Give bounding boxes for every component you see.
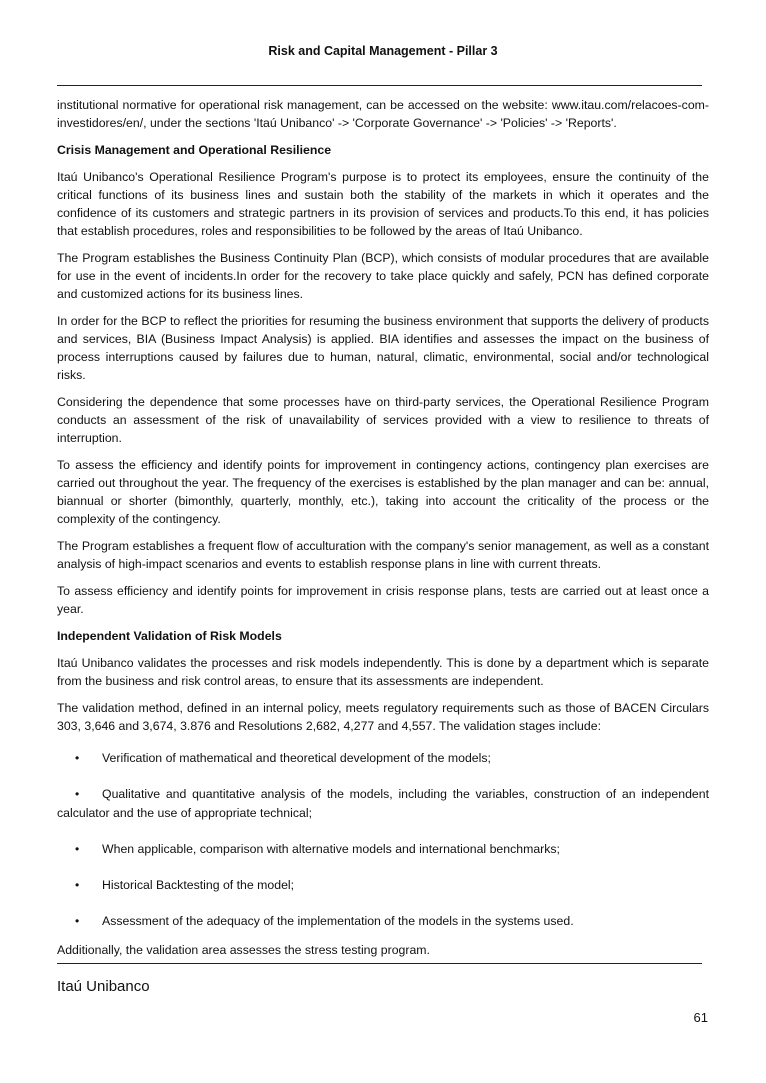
page-number: 61 — [693, 1010, 708, 1025]
bullet-icon: • — [75, 914, 80, 928]
body-paragraph: To assess the efficiency and identify points for improvement in contingency actions, contingency plan exercises are carried out throughout the year. The frequency of the exercises is established by the plan manager and can be: annual, biannual or shorter (bimonthly, quarterly, monthly, etc.), taking into account the criticality of the process or the complexity of the contingency. — [57, 458, 709, 526]
body-paragraph: To assess efficiency and identify points for improvement in crisis response plans, tests are carried out at least once a year. — [57, 584, 709, 616]
bullet-icon: • — [75, 842, 80, 856]
list-item — [57, 749, 709, 768]
list-item-text: Historical Backtesting of the model; — [102, 878, 295, 892]
intro-paragraph: institutional normative for operational risk management, can be accessed on the website: www.itau.com/relacoes-com-investidores/en/, under the sections 'Itaú Unibanco' -> 'Corporate Governance' -> 'Policies' -> 'Reports'. — [57, 98, 709, 130]
list-item — [57, 912, 709, 931]
list-item — [57, 840, 709, 859]
body-paragraph: In order for the BCP to reflect the priorities for resuming the business environment that supports the delivery of products and services, BIA (Business Impact Analysis) is applied. BIA identifies and assesses the impact on the business of process interruptions caused by failures due to human, natural, climatic, environmental, social and/or technological risks. — [57, 314, 709, 382]
validation-stages-list — [57, 749, 709, 931]
page-header-title: Risk and Capital Management - Pillar 3 — [268, 44, 498, 58]
list-item — [57, 785, 709, 823]
list-item-text: Qualitative and quantitative analysis of the models, including the variables, construction of an independent calculator and the use of appropriate technical; — [57, 787, 709, 820]
body-paragraph: The Program establishes a frequent flow of acculturation with the company's senior management, as well as a constant analysis of high-impact scenarios and events to establish response plans in line with current threats. — [57, 539, 709, 571]
body-paragraph: Itaú Unibanco's Operational Resilience Program's purpose is to protect its employees, ensure the continuity of the critical functions of its business lines and sustain both the stability of the markets in which it operates and the confidence of its customers and strategic partners in its provision of services and products.To this end, it has policies that establish procedures, roles and responsibilities to be followed by the areas of Itaú Unibanco. — [57, 170, 709, 238]
body-paragraph: Itaú Unibanco validates the processes and risk models independently. This is done by a department which is separate from the business and risk control areas, to ensure that its assessments are independent. — [57, 656, 709, 688]
bullet-icon: • — [75, 751, 80, 765]
footer-rule — [57, 963, 702, 964]
bullet-icon: • — [75, 787, 80, 801]
body-paragraph: The validation method, defined in an internal policy, meets regulatory requirements such as those of BACEN Circulars 303, 3,646 and 3,674, 3.876 and Resolutions 2,682, 4,277 and 4,557. The validation stages include: — [57, 701, 709, 733]
list-item — [57, 876, 709, 895]
header-rule — [57, 85, 702, 86]
page-content — [57, 96, 709, 968]
body-paragraph: Considering the dependence that some processes have on third-party services, the Operational Resilience Program conducts an assessment of the risk of unavailability of services provided with a view to resilience to threats of interruption. — [57, 395, 709, 445]
body-paragraph: The Program establishes the Business Continuity Plan (BCP), which consists of modular procedures that are available for use in the event of incidents.In order for the recovery to take place quickly and safely, PCN has defined corporate and customized actions for its business lines. — [57, 251, 709, 301]
list-item-text: Verification of mathematical and theoretical development of the models; — [102, 751, 491, 765]
list-item-text: Assessment of the adequacy of the implementation of the models in the systems used. — [102, 914, 574, 928]
closing-paragraph: Additionally, the validation area assesses the stress testing program. — [57, 943, 430, 957]
bullet-icon: • — [75, 878, 80, 892]
list-item-text: When applicable, comparison with alternative models and international benchmarks; — [102, 842, 560, 856]
section-heading-independent-validation: Independent Validation of Risk Models — [57, 629, 282, 643]
footer-brand: Itaú Unibanco — [57, 978, 150, 995]
section-heading-crisis-management: Crisis Management and Operational Resilience — [57, 143, 332, 157]
